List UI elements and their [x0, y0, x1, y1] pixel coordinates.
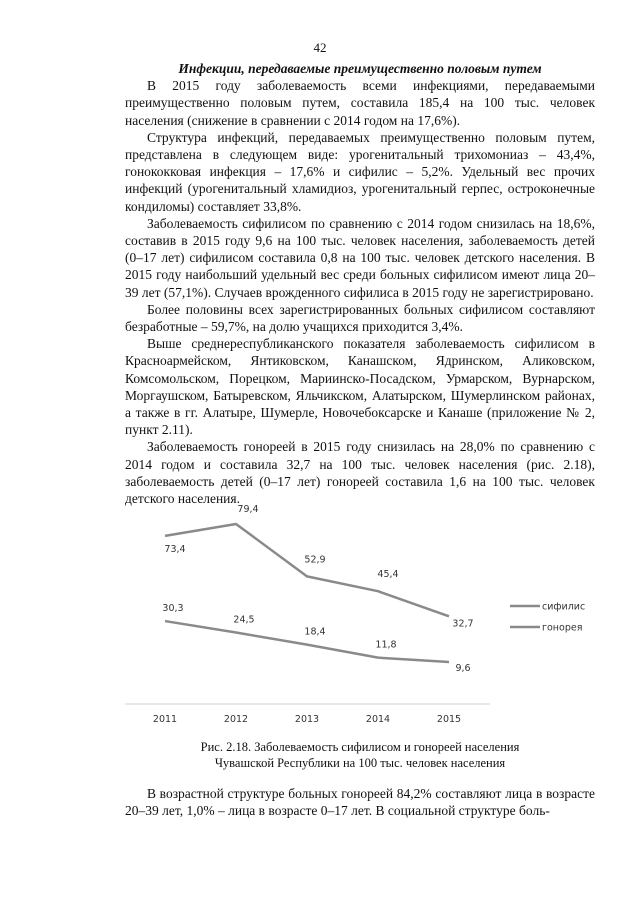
x-tick-label: 2013: [294, 714, 320, 725]
line-chart: [125, 503, 595, 728]
data-label: 32,7: [452, 618, 474, 630]
paragraph-6: Заболеваемость гонореей в 2015 году снизилась на 28,0% по сравнению с 2014 годом и составила 32,7 на 100 тыс. человек населения (рис. 2.18), заболеваемость детей (0–17 лет) гонореей составила 1,6 на 100 тыс. человек детского населения.: [125, 439, 595, 507]
page-number: 42: [313, 40, 327, 55]
data-label: 79,4: [237, 503, 259, 515]
paragraph-7: В возрастной структуре больных гонореей 84,2% составляют лица в возрасте 20–39 лет, 1,0% – лица в возрасте 0–17 лет. В социальной структуре боль-: [125, 786, 595, 819]
caption-line-1: Рис. 2.18. Заболеваемость сифилисом и гонореей населения: [200, 740, 520, 754]
paragraph-1: В 2015 году заболеваемость всеми инфекциями, передаваемыми преимущественно половым путем, составила 185,4 на 100 тыс. человек населения (снижение в сравнении с 2014 годом на 17,6%).: [125, 78, 595, 128]
x-tick-label: 2015: [436, 714, 462, 725]
paragraph-4: Более половины всех зарегистрированных больных сифилисом составляют безработные – 59,7%, на долю учащихся приходится 3,4%.: [125, 301, 595, 335]
x-tick-label: 2012: [223, 714, 249, 725]
paragraph-5: Выше среднереспубликанского показателя заболеваемость сифилисом в Красноармейском, Янтиковском, Канашском, Ядринском, Аликовском, Комсомольском, Порецком, Мариинско-Посадском, Урмарском, Вурнарском, Моргаушском, Батыревском, Яльчикском, Алатырском, Шумерлинском районах, а также в гг. Алатыре, Шумерле, Новочебоксарске и Канаше (приложение № 2, пункт 2.11).: [125, 336, 595, 438]
document-body: [125, 60, 595, 507]
paragraph-2: Структура инфекций, передаваемых преимущественно половым путем, представлена в следующем виде: урогенитальный трихомониаз – 43,4%, гонококковая инфекция – 17,6% и сифилис – 5,2%. Удельный вес прочих инфекций (урогенитальный хламидиоз, урогенитальный герпес, остроконечные кондиломы) составляет 33,8%.: [125, 129, 595, 214]
legend-label: гонорея: [542, 622, 583, 634]
series-line-syphilis: [165, 524, 449, 616]
data-label: 30,3: [162, 603, 184, 615]
x-tick-label: 2014: [365, 714, 391, 725]
figure-caption: [125, 739, 595, 771]
section-heading: Инфекции, передаваемые преимущественно половым путем: [178, 61, 542, 76]
legend-label: сифилис: [542, 601, 586, 613]
data-label: 18,4: [304, 626, 326, 638]
data-label: 11,8: [375, 639, 397, 651]
bottom-text: [125, 785, 595, 819]
caption-line-2: Чувашской Республики на 100 тыс. человек населения: [214, 756, 506, 770]
data-label: 24,5: [233, 614, 255, 626]
data-label: 9,6: [455, 663, 471, 675]
x-tick-label: 2011: [152, 714, 178, 725]
data-label: 45,4: [377, 569, 399, 581]
data-label: 52,9: [304, 554, 326, 566]
paragraph-3: Заболеваемость сифилисом по сравнению с 2014 годом снизилась на 18,6%, составив в 2015 году 9,6 на 100 тыс. человек населения, заболеваемость детей (0–17 лет) сифилисом составила 0,8 на 100 тыс. человек детского населения. В 2015 году наибольший удельный вес среди больных сифилисом имеют лица 20–39 лет (57,1%). Случаев врожденного сифилиса в 2015 году не зарегистрировано.: [125, 215, 595, 300]
data-label: 73,4: [164, 543, 186, 555]
